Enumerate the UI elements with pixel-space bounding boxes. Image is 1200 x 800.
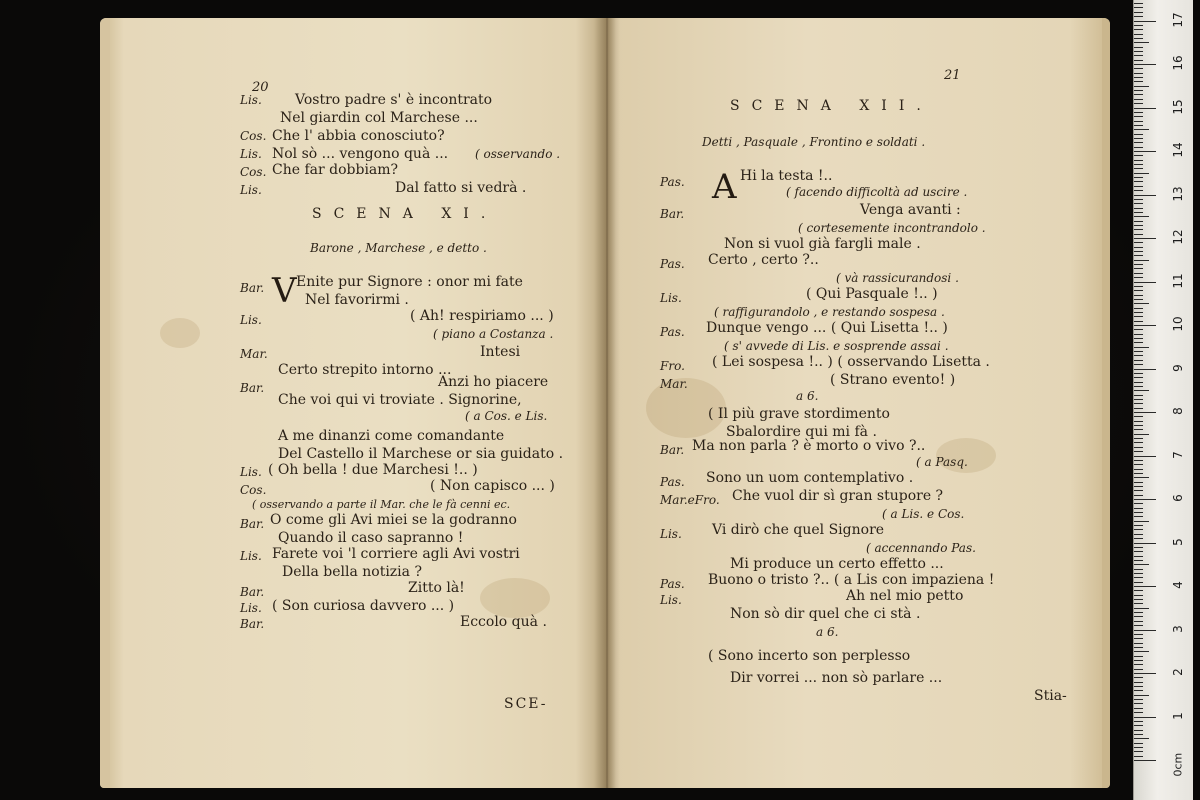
verse-line: Del Castello il Marchese or sia guidato . bbox=[278, 446, 564, 462]
speaker-label: Lis. bbox=[240, 313, 262, 327]
ruler-tick bbox=[1134, 621, 1143, 622]
ruler-tick bbox=[1134, 290, 1143, 291]
verse-line: Che voi qui vi troviate . Signorine, bbox=[278, 392, 522, 408]
ruler-tick bbox=[1134, 560, 1143, 561]
ruler-tick bbox=[1134, 512, 1143, 513]
speaker-label: Pas. bbox=[660, 257, 685, 271]
ruler-number: 2 bbox=[1171, 668, 1185, 676]
ruler-tick bbox=[1134, 129, 1149, 130]
speaker-label: Lis. bbox=[240, 93, 262, 107]
ruler-tick bbox=[1134, 490, 1143, 491]
ruler-tick bbox=[1134, 308, 1143, 309]
ruler-tick bbox=[1134, 412, 1156, 413]
speaker-label: Mar.eFro. bbox=[660, 493, 720, 507]
verse-line: ( Lei sospesa !.. ) ( osservando Lisetta . bbox=[712, 354, 990, 370]
verse-line: Intesi bbox=[480, 344, 521, 360]
ruler-tick bbox=[1134, 547, 1143, 548]
ruler-tick bbox=[1134, 173, 1149, 174]
ruler-tick bbox=[1134, 529, 1143, 530]
ruler-tick bbox=[1134, 112, 1143, 113]
ruler-tick bbox=[1134, 342, 1143, 343]
scene-cast: Barone , Marchese , e detto . bbox=[310, 241, 487, 255]
ruler-tick bbox=[1134, 260, 1149, 261]
catchword: Stia- bbox=[1034, 688, 1067, 704]
ruler-tick bbox=[1134, 660, 1143, 661]
ruler-tick bbox=[1134, 216, 1149, 217]
speaker-label: Bar. bbox=[240, 281, 265, 295]
ruler-tick bbox=[1134, 429, 1143, 430]
ruler-tick bbox=[1134, 508, 1143, 509]
catchword: SCE- bbox=[504, 696, 548, 712]
ruler-tick bbox=[1134, 525, 1143, 526]
verse-line: ( Il più grave stordimento bbox=[708, 406, 890, 422]
verse-line: Zitto là! bbox=[408, 580, 465, 596]
ruler-tick bbox=[1134, 21, 1156, 22]
verse-line: Ah nel mio petto bbox=[846, 588, 964, 604]
ruler-tick bbox=[1134, 242, 1143, 243]
book-gutter bbox=[594, 18, 620, 788]
ruler-tick bbox=[1134, 725, 1143, 726]
ruler-tick bbox=[1134, 90, 1143, 91]
speaker-label: Cos. bbox=[240, 129, 267, 143]
ruler-tick bbox=[1134, 73, 1143, 74]
ruler-tick bbox=[1134, 25, 1143, 26]
ruler-number: 6 bbox=[1171, 494, 1185, 502]
ruler-tick bbox=[1134, 177, 1143, 178]
ruler-tick bbox=[1134, 295, 1143, 296]
ruler-number: 8 bbox=[1171, 407, 1185, 415]
ruler-tick bbox=[1134, 630, 1156, 631]
ruler-tick bbox=[1134, 673, 1156, 674]
speaker-label: Lis. bbox=[240, 147, 262, 161]
speaker-label: Lis. bbox=[660, 527, 682, 541]
ruler-tick bbox=[1134, 608, 1149, 609]
ruler-tick bbox=[1134, 582, 1143, 583]
ruler-tick bbox=[1134, 234, 1143, 235]
ruler-tick bbox=[1134, 751, 1143, 752]
ruler-tick bbox=[1134, 121, 1143, 122]
stage-direction: ( a Pasq. bbox=[916, 455, 968, 469]
ruler-number: 15 bbox=[1171, 98, 1185, 115]
page-number: 21 bbox=[944, 68, 961, 83]
scene-title: SCENA XII. bbox=[730, 98, 933, 114]
verse-line: Che vuol dir sì gran stupore ? bbox=[732, 488, 944, 504]
ruler-tick bbox=[1134, 434, 1149, 435]
ruler-tick bbox=[1134, 590, 1143, 591]
ruler-tick bbox=[1134, 160, 1143, 161]
verse-line: ( Qui Pasquale !.. ) bbox=[806, 286, 938, 302]
verse-line: Certo strepito intorno ... bbox=[278, 362, 452, 378]
ruler-tick bbox=[1134, 416, 1143, 417]
ruler-tick bbox=[1134, 351, 1143, 352]
ruler-tick bbox=[1134, 369, 1156, 370]
ruler-tick bbox=[1134, 360, 1143, 361]
ruler-number: 17 bbox=[1171, 11, 1185, 28]
ruler-tick bbox=[1134, 168, 1143, 169]
speaker-label: Mar. bbox=[240, 347, 268, 361]
ruler-number: 16 bbox=[1171, 55, 1185, 71]
ruler-tick bbox=[1134, 86, 1149, 87]
verse-line: Farete voi 'l corriere agli Avi vostri bbox=[272, 546, 520, 562]
ruler-tick bbox=[1134, 599, 1143, 600]
ruler-tick bbox=[1134, 68, 1143, 69]
verse-line: Hi la testa !.. bbox=[740, 168, 833, 184]
ruler-tick bbox=[1134, 503, 1143, 504]
ruler-tick bbox=[1134, 16, 1143, 17]
stage-direction: ( a Cos. e Lis. bbox=[465, 409, 548, 423]
page-number: 20 bbox=[252, 80, 269, 95]
speaker-label: Lis. bbox=[240, 549, 262, 563]
verse-line: Dir vorrei ... non sò parlare ... bbox=[730, 670, 943, 686]
ruler-tick bbox=[1134, 721, 1143, 722]
ruler-tick bbox=[1134, 225, 1143, 226]
verse-line: ( Oh bella ! due Marchesi !.. ) bbox=[268, 462, 478, 478]
ruler-tick bbox=[1134, 516, 1143, 517]
stage-direction: ( và rassicurandosi . bbox=[836, 271, 959, 285]
ruler-tick bbox=[1134, 347, 1149, 348]
verse-line: Vostro padre s' è incontrato bbox=[295, 92, 493, 108]
ruler-tick bbox=[1134, 638, 1143, 639]
ruler-tick bbox=[1134, 690, 1143, 691]
speaker-label: Pas. bbox=[660, 577, 685, 591]
ruler-tick bbox=[1134, 377, 1143, 378]
ruler-tick bbox=[1134, 643, 1143, 644]
ruler-tick bbox=[1134, 756, 1143, 757]
ruler-tick bbox=[1134, 738, 1149, 739]
ruler-tick bbox=[1134, 229, 1143, 230]
ruler-tick bbox=[1134, 316, 1143, 317]
speaker-label: Bar. bbox=[240, 517, 265, 531]
verse-line: Enite pur Signore : onor mi fate bbox=[296, 274, 523, 290]
speaker-label: Bar. bbox=[240, 381, 265, 395]
ruler-number: 12 bbox=[1171, 229, 1185, 245]
stage-direction: ( cortesemente incontrandolo . bbox=[798, 221, 986, 235]
verse-line: Eccolo quà . bbox=[460, 614, 547, 630]
ruler-tick bbox=[1134, 712, 1143, 713]
ruler-tick bbox=[1134, 595, 1143, 596]
stage-direction: ( osservando . bbox=[475, 147, 561, 161]
ruler-tick bbox=[1134, 373, 1143, 374]
ruler-tick bbox=[1134, 564, 1149, 565]
verse-line: Dunque vengo ... ( Qui Lisetta !.. ) bbox=[706, 320, 948, 336]
ruler-tick bbox=[1134, 164, 1143, 165]
ruler-tick bbox=[1134, 464, 1143, 465]
ruler-tick bbox=[1134, 29, 1143, 30]
verse-line: Non sò dir quel che ci stà . bbox=[730, 606, 921, 622]
ruler-tick bbox=[1134, 325, 1156, 326]
ruler-tick bbox=[1134, 569, 1143, 570]
ruler-tick bbox=[1134, 186, 1143, 187]
verse-line: ( Ah! respiriamo ... ) bbox=[410, 308, 554, 324]
ruler-tick bbox=[1134, 255, 1143, 256]
ruler-tick bbox=[1134, 382, 1143, 383]
ruler-tick bbox=[1134, 734, 1143, 735]
ruler-tick bbox=[1134, 34, 1143, 35]
verse-line: A me dinanzi come comandante bbox=[278, 428, 505, 444]
speaker-label: Pas. bbox=[660, 475, 685, 489]
ruler-tick bbox=[1134, 134, 1143, 135]
ruler-tick bbox=[1134, 486, 1143, 487]
ruler-tick bbox=[1134, 469, 1143, 470]
ruler-tick bbox=[1134, 651, 1149, 652]
ruler-tick bbox=[1134, 55, 1143, 56]
ruler-tick bbox=[1134, 247, 1143, 248]
verse-line: Nol sò ... vengono quà ... bbox=[272, 146, 449, 162]
ruler-number: 11 bbox=[1171, 272, 1185, 289]
ruler-tick bbox=[1134, 717, 1156, 718]
ruler-tick bbox=[1134, 577, 1143, 578]
ruler-tick bbox=[1134, 395, 1143, 396]
ruler-tick bbox=[1134, 3, 1143, 4]
verse-line: Ma non parla ? è morto o vivo ?.. bbox=[692, 438, 926, 454]
stage-direction: a 6. bbox=[796, 389, 819, 403]
verse-line: ( Son curiosa davvero ... ) bbox=[272, 598, 455, 614]
ruler-tick bbox=[1134, 743, 1143, 744]
ruler-tick bbox=[1134, 212, 1143, 213]
ruler-tick bbox=[1134, 334, 1143, 335]
ruler-tick bbox=[1134, 551, 1143, 552]
ruler-tick bbox=[1134, 669, 1143, 670]
ruler-tick bbox=[1134, 151, 1156, 152]
ruler-tick bbox=[1134, 573, 1143, 574]
verse-line: Mi produce un certo effetto ... bbox=[730, 556, 944, 572]
speaker-label: Fro. bbox=[660, 359, 685, 373]
ruler-tick bbox=[1134, 460, 1143, 461]
ruler-tick bbox=[1134, 60, 1143, 61]
page-edges bbox=[100, 18, 110, 788]
verse-line: Che far dobbiam? bbox=[272, 162, 399, 178]
ruler-number: 7 bbox=[1171, 450, 1185, 459]
ruler-tick bbox=[1134, 747, 1143, 748]
ruler-unit-label: 0cm bbox=[1171, 752, 1185, 777]
ruler-tick bbox=[1134, 456, 1156, 457]
ruler-tick bbox=[1134, 221, 1143, 222]
ruler-tick bbox=[1134, 195, 1156, 196]
speaker-label: Mar. bbox=[660, 377, 688, 391]
ruler-tick bbox=[1134, 42, 1149, 43]
stage-direction: ( accennando Pas. bbox=[866, 541, 976, 555]
ruler-tick bbox=[1134, 695, 1149, 696]
ruler-tick bbox=[1134, 477, 1149, 478]
ruler-tick bbox=[1134, 238, 1156, 239]
ruler-tick bbox=[1134, 495, 1143, 496]
verse-line: Della bella notizia ? bbox=[282, 564, 422, 580]
verse-line: Venga avanti : bbox=[860, 202, 961, 218]
ruler-tick bbox=[1134, 94, 1143, 95]
ruler-tick bbox=[1134, 264, 1143, 265]
speaker-label: Lis. bbox=[240, 601, 262, 615]
ruler-tick bbox=[1134, 760, 1156, 761]
ruler-tick bbox=[1134, 64, 1156, 65]
stage-direction: ( s' avvede di Lis. e sosprende assai . bbox=[724, 339, 949, 353]
verse-line: Quando il caso sapranno ! bbox=[278, 530, 464, 546]
ruler-tick bbox=[1134, 147, 1143, 148]
ruler-tick bbox=[1134, 556, 1143, 557]
speaker-label: Lis. bbox=[660, 593, 682, 607]
verse-line: Che l' abbia conosciuto? bbox=[272, 128, 445, 144]
ruler-tick bbox=[1134, 286, 1143, 287]
right-page bbox=[606, 18, 1110, 788]
ruler-tick bbox=[1134, 538, 1143, 539]
ruler-tick bbox=[1134, 447, 1143, 448]
page-edges bbox=[1102, 18, 1110, 788]
ruler-number: 9 bbox=[1171, 363, 1185, 372]
drop-cap: A bbox=[712, 167, 737, 207]
drop-cap: V bbox=[272, 271, 297, 311]
ruler-tick bbox=[1134, 208, 1143, 209]
ruler-tick bbox=[1134, 277, 1143, 278]
ruler-tick bbox=[1134, 142, 1143, 143]
verse-line: Anzi ho piacere bbox=[438, 374, 549, 390]
speaker-label: Cos. bbox=[240, 165, 267, 179]
ruler-tick bbox=[1134, 534, 1143, 535]
scene-cast: Detti , Pasquale , Frontino e soldati . bbox=[702, 135, 926, 149]
scene-title: SCENA XI. bbox=[312, 206, 498, 222]
ruler-tick bbox=[1134, 12, 1143, 13]
ruler-tick bbox=[1134, 125, 1143, 126]
ruler-tick bbox=[1134, 108, 1156, 109]
ruler-number: 1 bbox=[1171, 711, 1185, 720]
ruler-tick bbox=[1134, 399, 1143, 400]
verse-line: Sbalordire qui mi fà . bbox=[726, 424, 877, 440]
ruler-tick bbox=[1134, 299, 1143, 300]
verse-line: Nel favorirmi . bbox=[305, 292, 409, 308]
stage-direction: ( raffigurandolo , e restando sospesa . bbox=[714, 305, 945, 319]
paper-stain bbox=[160, 318, 200, 348]
stage-direction: ( facendo difficoltà ad uscire . bbox=[786, 185, 968, 199]
speaker-label: Lis. bbox=[240, 465, 262, 479]
ruler-tick bbox=[1134, 81, 1143, 82]
verse-line: Certo , certo ?.. bbox=[708, 252, 819, 268]
speaker-label: Pas. bbox=[660, 325, 685, 339]
ruler-tick bbox=[1134, 521, 1149, 522]
verse-line: Dal fatto si vedrà . bbox=[395, 180, 527, 196]
ruler-tick bbox=[1134, 664, 1143, 665]
ruler-number: 4 bbox=[1171, 581, 1185, 589]
ruler-tick bbox=[1134, 699, 1143, 700]
open-book bbox=[100, 18, 1110, 788]
speaker-label: Lis. bbox=[660, 291, 682, 305]
ruler-tick bbox=[1134, 364, 1143, 365]
ruler-tick bbox=[1134, 603, 1143, 604]
ruler-tick bbox=[1134, 482, 1143, 483]
ruler-tick bbox=[1134, 473, 1143, 474]
ruler-tick bbox=[1134, 99, 1143, 100]
ruler-tick bbox=[1134, 155, 1143, 156]
ruler-tick bbox=[1134, 77, 1143, 78]
ruler-tick bbox=[1134, 616, 1143, 617]
verse-line: ( Non capisco ... ) bbox=[430, 478, 555, 494]
ruler-tick bbox=[1134, 38, 1143, 39]
verse-line: Vi dirò che quel Signore bbox=[712, 522, 885, 538]
ruler-tick bbox=[1134, 408, 1143, 409]
ruler-tick bbox=[1134, 47, 1143, 48]
verse-line: Non si vuol già fargli male . bbox=[724, 236, 921, 252]
stage-direction: ( osservando a parte il Mar. che le fà cenni ec. bbox=[252, 498, 511, 511]
ruler-tick bbox=[1134, 203, 1143, 204]
verse-line: Sono un uom contemplativo . bbox=[706, 470, 914, 486]
ruler-tick bbox=[1134, 190, 1143, 191]
speaker-label: Bar. bbox=[240, 617, 265, 631]
speaker-label: Bar. bbox=[660, 207, 685, 221]
paper-stain bbox=[480, 578, 550, 618]
ruler-tick bbox=[1134, 103, 1143, 104]
speaker-label: Bar. bbox=[240, 585, 265, 599]
ruler-tick bbox=[1134, 390, 1149, 391]
ruler-number: 3 bbox=[1171, 624, 1185, 633]
ruler-tick bbox=[1134, 612, 1143, 613]
ruler-tick bbox=[1134, 499, 1156, 500]
ruler-tick bbox=[1134, 586, 1156, 587]
ruler-tick bbox=[1134, 355, 1143, 356]
speaker-label: Bar. bbox=[660, 443, 685, 457]
measurement-ruler bbox=[1133, 0, 1193, 800]
ruler-tick bbox=[1134, 7, 1143, 8]
ruler-tick bbox=[1134, 686, 1143, 687]
speaker-label: Pas. bbox=[660, 175, 685, 189]
ruler-number: 14 bbox=[1171, 142, 1185, 158]
ruler-tick bbox=[1134, 634, 1143, 635]
ruler-tick bbox=[1134, 199, 1143, 200]
ruler-tick bbox=[1134, 51, 1143, 52]
ruler-tick bbox=[1134, 647, 1143, 648]
ruler-tick bbox=[1134, 268, 1143, 269]
ruler-tick bbox=[1134, 403, 1143, 404]
left-page bbox=[100, 18, 606, 788]
ruler-tick bbox=[1134, 438, 1143, 439]
ruler-number: 5 bbox=[1171, 537, 1185, 546]
ruler-tick bbox=[1134, 656, 1143, 657]
ruler-number: 13 bbox=[1171, 185, 1185, 202]
ruler-tick bbox=[1134, 543, 1156, 544]
ruler-tick bbox=[1134, 682, 1143, 683]
ruler-tick bbox=[1134, 303, 1149, 304]
ruler-tick bbox=[1134, 138, 1143, 139]
ruler-number: 10 bbox=[1171, 316, 1185, 332]
verse-line: Buono o tristo ?.. ( a Lis con impaziena ! bbox=[708, 572, 995, 588]
stage-direction: ( a Lis. e Cos. bbox=[882, 507, 965, 521]
ruler-tick bbox=[1134, 703, 1143, 704]
verse-line: O come gli Avi miei se la godranno bbox=[270, 512, 517, 528]
verse-line: ( Strano evento! ) bbox=[830, 372, 956, 388]
ruler-tick bbox=[1134, 708, 1143, 709]
ruler-tick bbox=[1134, 442, 1143, 443]
ruler-tick bbox=[1134, 677, 1143, 678]
ruler-tick bbox=[1134, 181, 1143, 182]
verse-line: ( Sono incerto son perplesso bbox=[708, 648, 911, 664]
ruler-tick bbox=[1134, 116, 1143, 117]
ruler-tick bbox=[1134, 338, 1143, 339]
ruler-tick bbox=[1134, 329, 1143, 330]
ruler-tick bbox=[1134, 312, 1143, 313]
ruler-tick bbox=[1134, 730, 1143, 731]
ruler-tick bbox=[1134, 251, 1143, 252]
ruler-tick bbox=[1134, 386, 1143, 387]
ruler-tick bbox=[1134, 421, 1143, 422]
ruler-tick bbox=[1134, 273, 1143, 274]
stage-direction: a 6. bbox=[816, 625, 839, 639]
stage-direction: ( piano a Costanza . bbox=[433, 327, 554, 341]
verse-line: Nel giardin col Marchese ... bbox=[280, 110, 478, 126]
ruler-tick bbox=[1134, 451, 1143, 452]
ruler-tick bbox=[1134, 282, 1156, 283]
ruler-tick bbox=[1134, 321, 1143, 322]
speaker-label: Cos. bbox=[240, 483, 267, 497]
ruler-tick bbox=[1134, 625, 1143, 626]
ruler-tick bbox=[1134, 425, 1143, 426]
speaker-label: Lis. bbox=[240, 183, 262, 197]
